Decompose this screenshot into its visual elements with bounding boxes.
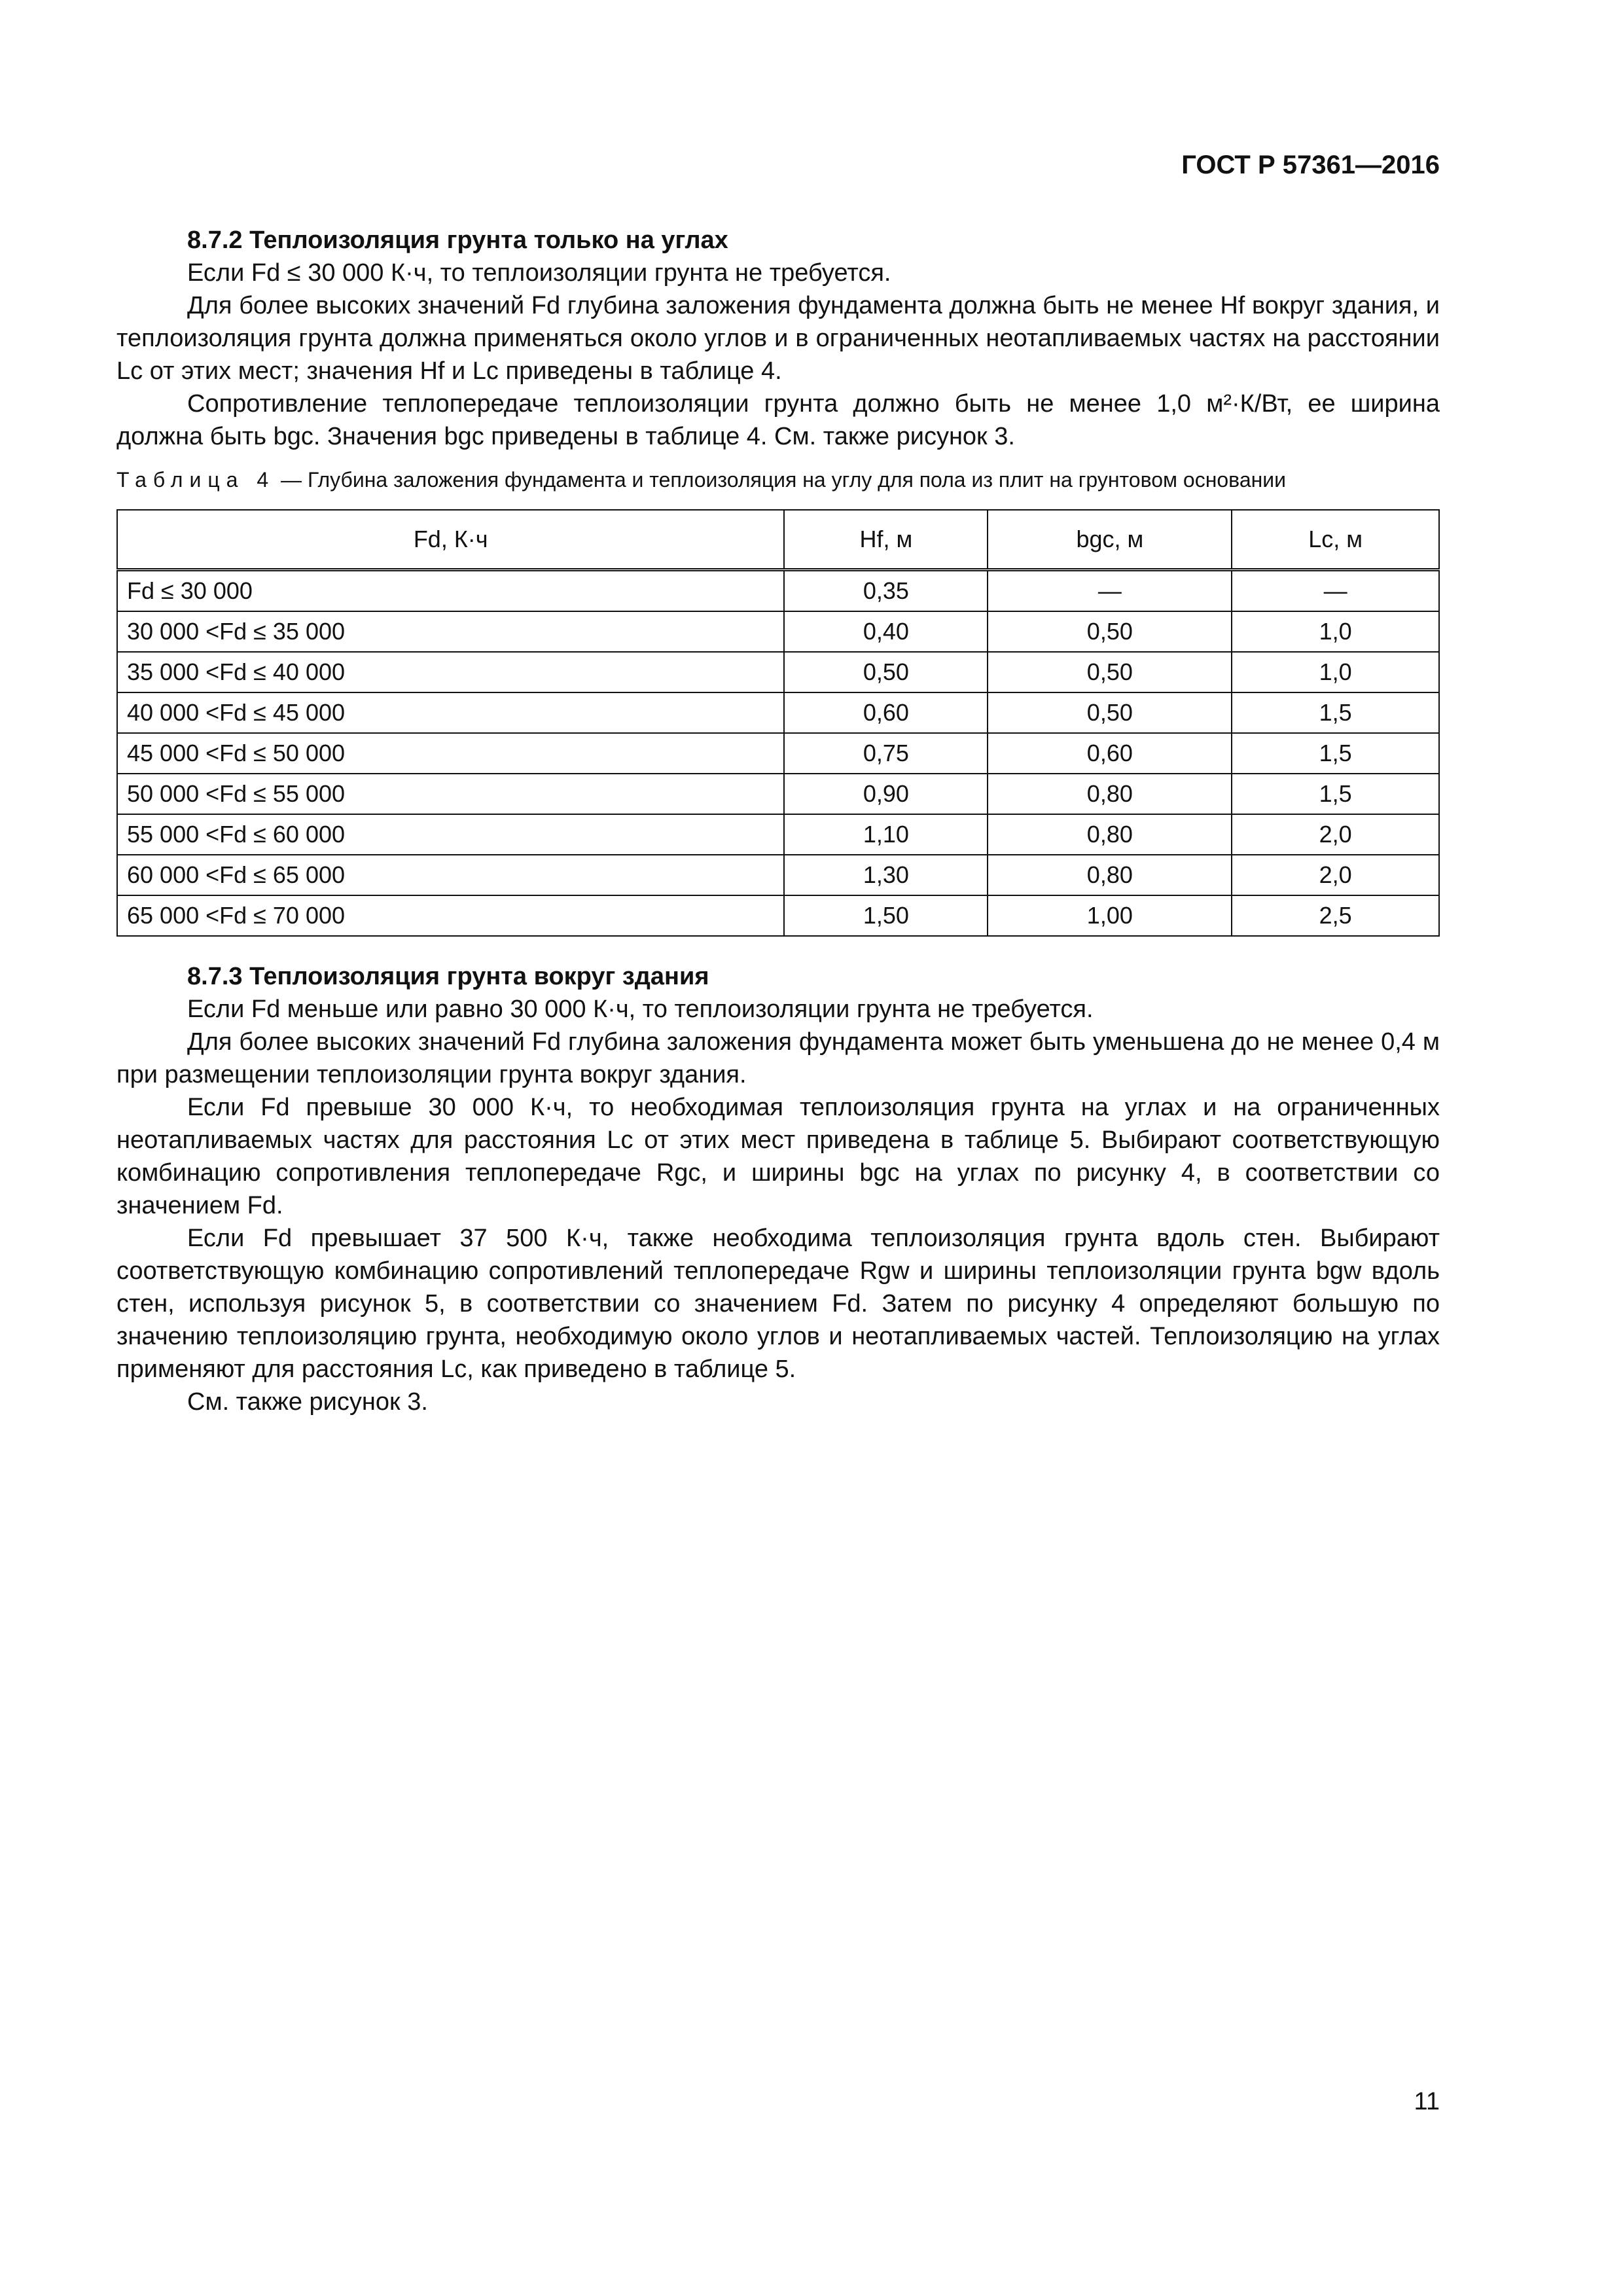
table-cell: 0,80: [988, 774, 1232, 814]
table-cell: 50 000 <Fd ≤ 55 000: [117, 774, 784, 814]
table-row: [117, 733, 1439, 774]
table-cell: 65 000 <Fd ≤ 70 000: [117, 895, 784, 936]
table-cell: 0,60: [784, 692, 988, 733]
table-cell: 0,50: [988, 611, 1232, 652]
section-872-heading: 8.7.2 Теплоизоляция грунта только на углах: [187, 226, 728, 254]
table-cell: 0,40: [784, 611, 988, 652]
table-cell: Fd ≤ 30 000: [117, 570, 784, 612]
table-4-caption-text: — Глубина заложения фундамента и теплоизоляция на углу для пола из плит на грунтовом основании: [275, 468, 1287, 492]
table-cell: 2,0: [1232, 855, 1439, 895]
column-header-fd: Fd, К·ч: [117, 510, 784, 570]
section-873-paragraph: Если Fd превышает 37 500 К·ч, также необходима теплоизоляция грунта вдоль стен. Выбирают соответствующую комбинацию сопротивлений теплопередаче Rgw и ширины теплоизоляции грунта bgw вдоль стен, используя рисунок 5, в соответствии со значением Fd. Затем по рисунку 4 определяют большую по значению теплоизоляцию грунта, необходимую около углов и неотапливаемых частей. Теплоизоляцию на углах применяют для расстояния Lc, как приведено в таблице 5.: [116, 1225, 1440, 1383]
table-cell: 1,0: [1232, 652, 1439, 692]
table-cell: —: [988, 570, 1232, 612]
page-number: 11: [1414, 2088, 1440, 2115]
table-4-caption: [116, 466, 1440, 493]
table-cell: 55 000 <Fd ≤ 60 000: [117, 814, 784, 855]
table-row: [117, 814, 1439, 855]
table-row: [117, 652, 1439, 692]
section-873-paragraph: Если Fd превыше 30 000 К·ч, то необходимая теплоизоляция грунта на углах и на ограниченных неотапливаемых частях для расстояния Lc от этих мест приведена в таблице 5. Выбирают соответствующую комбинацию сопротивления теплопередаче Rgc, и ширины bgc на углах по рисунку 4, в соответствии со значением Fd.: [116, 1094, 1440, 1219]
table-cell: 2,5: [1232, 895, 1439, 936]
table-4: [116, 509, 1440, 937]
standard-code: ГОСТ Р 57361—2016: [1181, 151, 1440, 179]
table-cell: 1,5: [1232, 774, 1439, 814]
table-cell: 1,0: [1232, 611, 1439, 652]
table-cell: 60 000 <Fd ≤ 65 000: [117, 855, 784, 895]
table-header-row: [117, 510, 1439, 570]
section-872-paragraph: Для более высоких значений Fd глубина заложения фундамента должна быть не менее Hf вокруг здания, и теплоизоляция грунта должна применяться около углов и в ограниченных неотапливаемых частях на расстоянии Lc от этих мест; значения Hf и Lc приведены в таблице 4.: [116, 292, 1440, 385]
section-873-paragraph: Для более высоких значений Fd глубина заложения фундамента может быть уменьшена до не менее 0,4 м при размещении теплоизоляции грунта вокруг здания.: [116, 1028, 1440, 1088]
section-872-paragraph: Если Fd ≤ 30 000 К·ч, то теплоизоляции грунта не требуется.: [187, 259, 891, 287]
table-cell: 0,80: [988, 855, 1232, 895]
table-cell: 30 000 <Fd ≤ 35 000: [117, 611, 784, 652]
section-873-paragraph: Если Fd меньше или равно 30 000 К·ч, то теплоизоляции грунта не требуется.: [187, 996, 1094, 1023]
table-cell: 0,50: [784, 652, 988, 692]
table-cell: 1,5: [1232, 692, 1439, 733]
table-cell: 1,00: [988, 895, 1232, 936]
table-cell: 1,30: [784, 855, 988, 895]
table-row: [117, 570, 1439, 612]
column-header-hf: Hf, м: [784, 510, 988, 570]
table-row: [117, 855, 1439, 895]
table-cell: 0,80: [988, 814, 1232, 855]
table-cell: —: [1232, 570, 1439, 612]
table-cell: 0,35: [784, 570, 988, 612]
spacer: [116, 937, 1440, 960]
table-cell: 1,10: [784, 814, 988, 855]
table-cell: 0,60: [988, 733, 1232, 774]
section-873-heading: 8.7.3 Теплоизоляция грунта вокруг здания: [187, 963, 709, 990]
table-cell: 35 000 <Fd ≤ 40 000: [117, 652, 784, 692]
table-row: [117, 895, 1439, 936]
table-cell: 1,5: [1232, 733, 1439, 774]
table-cell: 0,90: [784, 774, 988, 814]
table-row: [117, 774, 1439, 814]
section-872-paragraph: Сопротивление теплопередаче теплоизоляции грунта должно быть не менее 1,0 м²·К/Вт, ее ширина должна быть bgc. Значения bgc приведены в таблице 4. См. также рисунок 3.: [116, 390, 1440, 450]
table-cell: 1,50: [784, 895, 988, 936]
column-header-bgc: bgc, м: [988, 510, 1232, 570]
section-873-paragraph: См. также рисунок 3.: [187, 1388, 428, 1416]
table-cell: 2,0: [1232, 814, 1439, 855]
table-cell: 40 000 <Fd ≤ 45 000: [117, 692, 784, 733]
table-row: [117, 611, 1439, 652]
table-4-caption-label: Таблица 4: [116, 468, 276, 492]
table-cell: 0,50: [988, 692, 1232, 733]
table-cell: 45 000 <Fd ≤ 50 000: [117, 733, 784, 774]
page-content: [116, 224, 1440, 1418]
table-row: [117, 692, 1439, 733]
table-cell: 0,75: [784, 733, 988, 774]
table-cell: 0,50: [988, 652, 1232, 692]
column-header-lc: Lc, м: [1232, 510, 1439, 570]
